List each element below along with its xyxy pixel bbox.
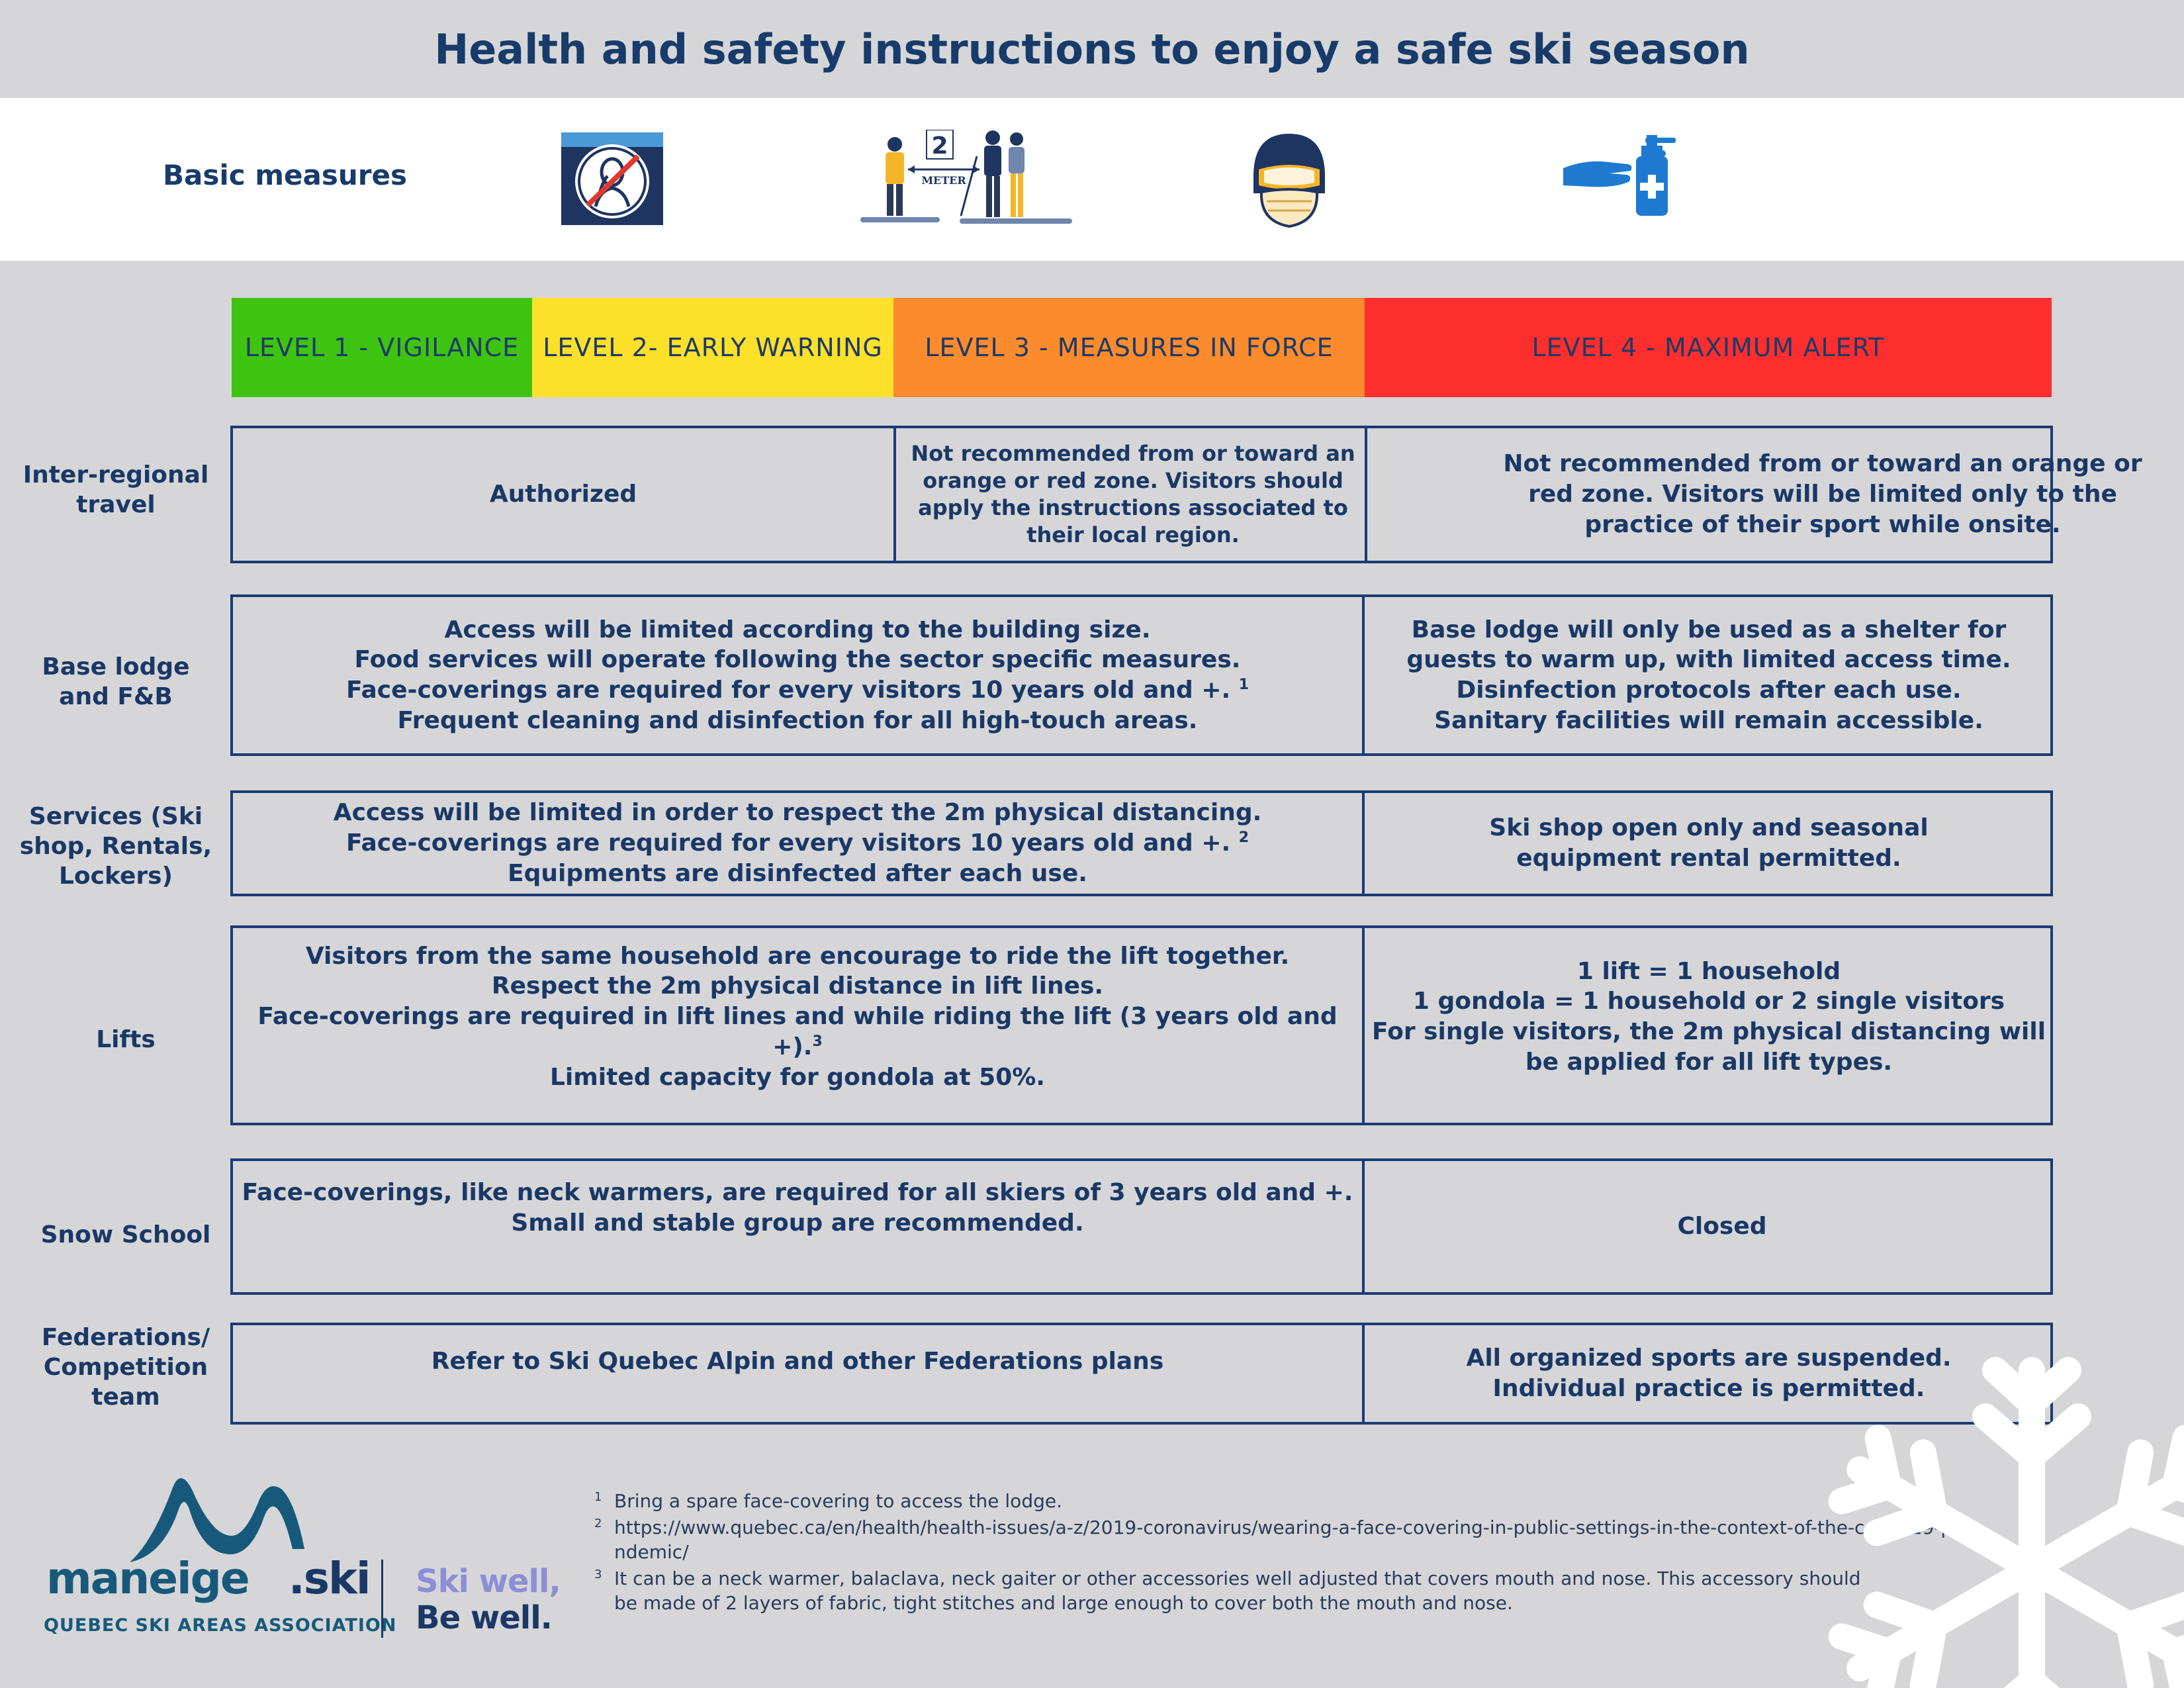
level-4-header (1365, 298, 2052, 397)
lodge-l4-line-4: Sanitary facilities will remain accessible. (1434, 706, 1983, 734)
no-face-touching-icon (561, 132, 663, 225)
lodge-l4-line-3: Disinfection protocols after each use. (1456, 677, 1962, 704)
two-meter-distance-icon (860, 130, 1073, 230)
travel-level3-cell (896, 428, 1370, 561)
school-row (230, 1158, 2053, 1295)
lodge-l4-line-2: guests to warm up, with limited access time. (1406, 646, 2011, 674)
row-label-travel: Inter-regional travel (23, 461, 209, 518)
lodge-l4-line-1: Base lodge will only be used as a shelter for (1411, 616, 2007, 643)
school-line-2: Small and stable group are recommended. (511, 1209, 1084, 1237)
services-line-1: Access will be limited in order to respect the 2m physical distancing. (333, 799, 1262, 827)
lifts-l4-line-1: 1 lift = 1 household (1576, 957, 1841, 985)
lifts-l4-line-2: 1 gondola = 1 household or 2 single visitors (1412, 988, 2005, 1015)
lifts-line-4: Limited capacity for gondola at 50%. (549, 1063, 1045, 1091)
travel-level4-cell (1367, 428, 2184, 561)
lodge-level123-cell (233, 597, 1362, 753)
face-covering-icon (1250, 130, 1329, 229)
services-level4-cell (1365, 793, 2053, 894)
travel-level12-text: Authorized (489, 481, 637, 508)
tagline-line-1: Ski well, (416, 1563, 561, 1600)
association-name: QUEBEC SKI AREAS ASSOCIATION (44, 1615, 397, 1636)
level-4-label: LEVEL 4 - MAXIMUM ALERT (1531, 333, 1885, 362)
footnote-3: 3 It can be a neck warmer, balaclava, neck gaiter or other accessories well adjusted that covers mouth and nose. This accessory should be made of 2 layers of fabric, tight stitches and large enough to cover both the mouth and nose. (594, 1568, 1861, 1614)
lodge-line-2: Food services will operate following the sector specific measures. (354, 646, 1241, 674)
basic-measures-label: Basic measures (163, 159, 407, 191)
federations-row (230, 1323, 2053, 1425)
school-line-1: Face-coverings, like neck warmers, are required for all skiers of 3 years old and +. (242, 1179, 1353, 1207)
level-3-header (893, 298, 1365, 397)
lifts-level4-cell (1365, 928, 2053, 1123)
federations-level123-cell (233, 1325, 1362, 1422)
school-level123-cell (233, 1161, 1362, 1292)
tagline (416, 1564, 561, 1636)
lodge-footnote-ref: 1 (1238, 677, 1250, 693)
level-3-label: LEVEL 3 - MEASURES IN FORCE (925, 333, 1334, 362)
services-level123-cell (233, 793, 1362, 894)
tagline-line-2: Be well. (416, 1599, 552, 1637)
logo-word: maneige (46, 1553, 249, 1604)
travel-level3-text: Not recommended from or toward an orange or red zone. Visitors should apply the instructions associated to their local region. (911, 441, 1355, 547)
distance-number: 2 (931, 132, 948, 160)
logo-wordmark (46, 1553, 370, 1604)
services-row (230, 790, 2053, 896)
lodge-line-3: Face-coverings are required for every visitors 10 years old and +. (345, 677, 1231, 704)
services-l4-line-1: Ski shop open only and seasonal (1489, 814, 1929, 842)
federations-l4-line-1: All organized sports are suspended. (1466, 1344, 1952, 1372)
travel-level12-cell (233, 428, 893, 561)
footnote-2-link[interactable]: https://www.quebec.ca/en/health/health-issues/a-z/2019-coronavirus/wearing-a-face-covering-in-public-settings-in-the-context-of-the-covid-19-pandemic/ (614, 1517, 1964, 1563)
level-1-label: LEVEL 1 - VIGILANCE (244, 333, 520, 362)
services-l4-line-2: equipment rental permitted. (1516, 845, 1901, 872)
federations-level123-text: Refer to Ski Quebec Alpin and other Federations plans (431, 1348, 1164, 1376)
snowflake-icon (1813, 1317, 2184, 1688)
lifts-line-3: Face-coverings are required in lift lines and while riding the lift (3 years old and +). (257, 1003, 1338, 1060)
lifts-footnote-ref: 3 (812, 1033, 823, 1050)
hand-sanitizer-icon (1563, 135, 1680, 217)
lifts-line-1: Visitors from the same household are encourage to ride the lift together. (305, 942, 1290, 970)
footnote-2: 2 https://www.quebec.ca/en/health/health-issues/a-z/2019-coronavirus/wearing-a-face-covering-in-public-settings-in-the-context-of-the-covid-19-pandemic/ (594, 1516, 1984, 1564)
lifts-l4-line-4: be applied for all lift types. (1525, 1048, 1893, 1076)
lodge-line-4: Frequent cleaning and disinfection for all high-touch areas. (397, 706, 1198, 734)
services-line-2: Face-coverings are required for every visitors 10 years old and +. (345, 829, 1231, 857)
page-title: Health and safety instructions to enjoy a safe ski season (434, 24, 1750, 73)
travel-level4-text: Not recommended from or toward an orange or red zone. Visitors will be limited only to the practice of their sport while onsite. (1503, 450, 2142, 538)
level-2-label: LEVEL 2- EARLY WARNING (543, 333, 883, 362)
level-2-header (532, 298, 893, 397)
logo-suffix: .ski (288, 1553, 370, 1604)
school-level4-cell (1365, 1161, 2066, 1292)
lodge-line-1: Access will be limited according to the building size. (444, 616, 1151, 643)
lifts-l4-line-3: For single visitors, the 2m physical distancing will (1371, 1018, 2046, 1045)
school-level4-text: Closed (1677, 1213, 1767, 1241)
distance-unit: METER (921, 174, 966, 187)
footnotes (594, 1489, 1984, 1615)
logo-divider (381, 1560, 383, 1638)
lodge-level4-cell (1365, 597, 2053, 753)
travel-row (230, 426, 2142, 563)
row-label-lodge: Base lodge and F&B (42, 653, 190, 710)
lifts-row (230, 925, 2053, 1125)
level-1-header (232, 298, 532, 397)
lifts-level123-cell (233, 928, 1362, 1123)
lodge-row (230, 594, 2053, 756)
row-label-school: Snow School (40, 1221, 211, 1248)
row-label-lifts: Lifts (96, 1025, 156, 1053)
footnote-1: 1 Bring a spare face-covering to access the lodge. (594, 1490, 1062, 1512)
row-label-federations: Federations/ Competition team (41, 1323, 210, 1411)
services-footnote-ref: 2 (1238, 829, 1250, 847)
federations-l4-line-2: Individual practice is permitted. (1492, 1375, 1925, 1402)
services-line-3: Equipments are disinfected after each use. (508, 859, 1087, 887)
lifts-line-2: Respect the 2m physical distance in lift lines. (491, 972, 1104, 1000)
row-label-services: Services (Ski shop, Rentals, Lockers) (19, 802, 212, 890)
